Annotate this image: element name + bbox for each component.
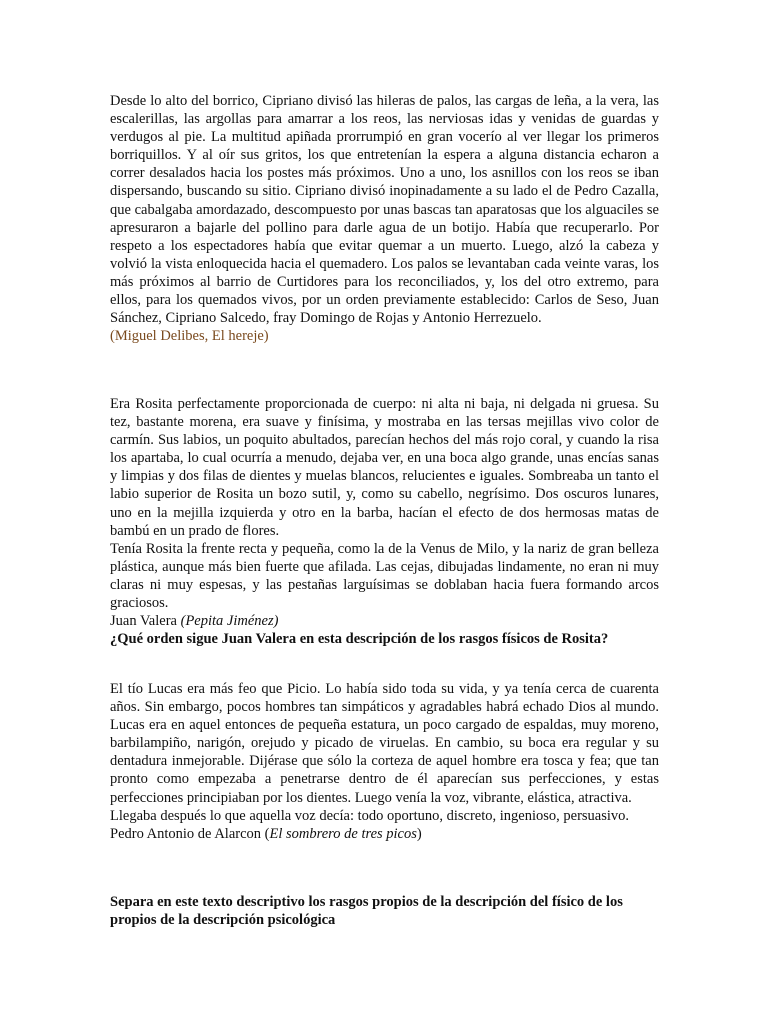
excerpt-sombrero-tres-picos xyxy=(110,680,659,843)
exercise-block xyxy=(110,893,659,929)
excerpt-paragraph: Llegaba después lo que aquella voz decía: todo oportuno, discreto, ingenioso, persuasivo. xyxy=(110,807,630,824)
credit-work: El sombrero de tres picos xyxy=(269,825,417,842)
excerpt-paragraph: Era Rosita perfectamente proporcionada de cuerpo: ni alta ni baja, ni delgada ni gruesa. Su tez, bastante morena, era suave y finísima, y mostraba en las tersas mejillas vivo color de carmín. Sus labios, un poquito abultados, parecían hechos del más rojo coral, y cuando la risa los apartaba, lo cual ocurría a menudo, dejaba ver, en una boca algo grande, unas encías sanas y limpias y dos filas de dientes y muelas blancos, relucientes e iguales. Sombreaba un tanto el labio superior de Rosita un bozo sutil, y, como su cabello, negrísimo. Dos oscuros lunares, uno en la mejilla izquierda y otro en la barba, hacían el efecto de dos hermosas matas de bambú en un prado de flores. xyxy=(110,396,659,539)
excerpt-credit xyxy=(110,612,659,630)
excerpt-credit: (Miguel Delibes, El hereje) xyxy=(110,328,269,345)
credit-work: (Pepita Jiménez) xyxy=(180,613,279,630)
credit-close: ) xyxy=(416,825,422,842)
exercise-question: ¿Qué orden sigue Juan Valera en esta descripción de los rasgos físicos de Rosita? xyxy=(110,631,609,648)
excerpt-paragraph: Tenía Rosita la frente recta y pequeña, como la de la Venus de Milo, y la nariz de gran belleza plástica, aunque más bien fuerte que afilada. Las cejas, dibujadas lindamente, no eran ni muy claras ni muy espesas, y las pestañas larguísimas se doblaban hacia fuera formando arcos graciosos. xyxy=(110,540,659,612)
excerpt-paragraph: Desde lo alto del borrico, Cipriano divisó las hileras de palos, las cargas de leña, a la vera, las escalerillas, las argollas para amarrar a los reos, las nerviosas idas y venidas de guardas y verdugos al pie. La multitud apiñada prorrumpió en gran vocerío al ver llegar los primeros borriquillos. Y al oír sus gritos, los que entretenían la espera a alguna distancia echaron a correr desalados hacia los postes más próximos. Uno a uno, los asnillos con los reos se iban dispersando, buscando su sitio. Cipriano divisó inopinadamente a su lado el de Pedro Cazalla, que cabalgaba amordazado, descompuesto por unas bascas tan aparatosas que los alguaciles se apresuraron a bajarle del pollino para darle agua de un botijo. Había que recuperarlo. Por respeto a los espectadores había que evitar quemar a un muerto. Luego, alzó la cabeza y volvió la vista enloquecida hacia el quemadero. Los palos se levantaban cada veinte varas, los más próximos al barrio de Curtidores para los reconciliados, y, los del otro extremo, para ellos, para los quemados vivos, por un orden previamente establecido: Carlos de Seso, Juan Sánchez, Cipriano Salcedo, fray Domingo de Rojas y Antonio Herrezuelo. xyxy=(110,93,659,327)
credit-author: Pedro Antonio de Alarcon ( xyxy=(110,825,270,842)
excerpt-el-hereje xyxy=(110,92,659,345)
excerpt-credit xyxy=(110,825,659,843)
excerpt-paragraph: El tío Lucas era más feo que Picio. Lo había sido toda su vida, y ya tenía cerca de cuarenta años. Sin embargo, pocos hombres tan simpáticos y agradables habrá echado Dios al mundo. Lucas era en aquel entonces de pequeña estatura, un poco cargado de espaldas, muy moreno, barbilampiño, narigón, orejudo y picado de viruelas. En cambio, su boca era regular y su dentadura inmejorable. Dijérase que sólo la corteza de aquel hombre era tosca y fea; que tan pronto como empezaba a penetrarse dentro de él aparecían sus perfecciones, y estas perfecciones principiaban por los dientes. Luego venía la voz, vibrante, elástica, atractiva. xyxy=(110,681,659,806)
credit-author: Juan Valera xyxy=(110,613,181,630)
exercise-question: Separa en este texto descriptivo los rasgos propios de la descripción del físico de los propios de la descripción psicológica xyxy=(110,894,623,929)
excerpt-pepita-jimenez xyxy=(110,395,659,648)
